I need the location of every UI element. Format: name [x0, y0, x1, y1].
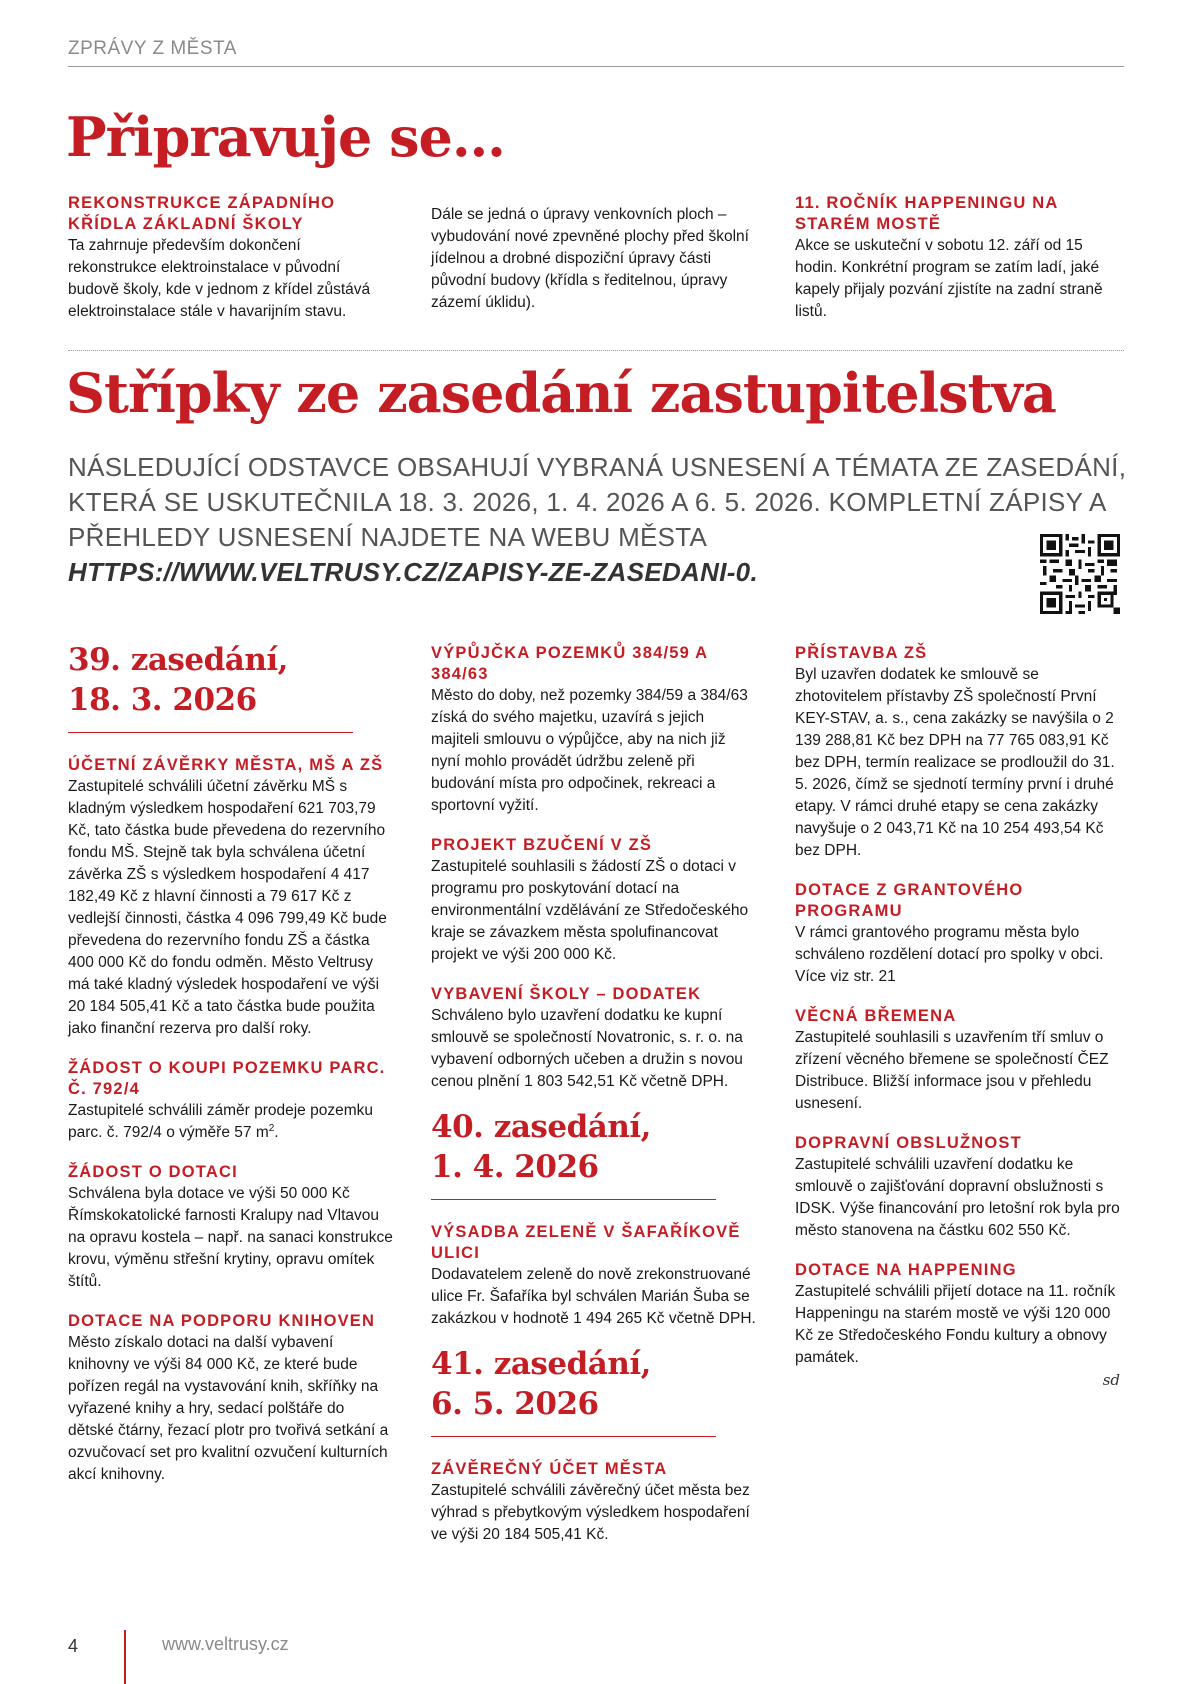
pripravuje-column-1 — [68, 193, 393, 323]
paragraph-vecna-bremena: Zastupitelé souhlasili s uzavřením tří smluv o zřízení věcného břemene se společností ČEZ Distribuce. Bližší informace jsou v přehledu usnesení. — [795, 1029, 1109, 1112]
page-number: 4 — [68, 1636, 79, 1656]
session-40-title-line2: 1. 4. 2026 — [431, 1149, 599, 1185]
subheading-vysadba: VÝSADBA ZELENĚ V ŠAFAŘÍKOVĚ ULICI — [431, 1223, 741, 1262]
subheading-vybaveni-skoly: VYBAVENÍ ŠKOLY – DODATEK — [431, 985, 702, 1003]
paragraph-koupe-pozemku — [68, 1100, 393, 1144]
subheading-vecna-bremena: VĚCNÁ BŘEMENA — [795, 1007, 957, 1025]
pripravuje-column-3 — [795, 193, 1120, 323]
subheading-zaverecny-ucet: ZÁVĚREČNÝ ÚČET MĚSTA — [431, 1460, 668, 1478]
subheading-happening: 11. ROČNÍK HAPPENINGU NA STARÉM MOSTĚ — [795, 194, 1058, 233]
paragraph-bzuceni: Zastupitelé souhlasili s žádostí ZŠ o dotaci v programu pro poskytování dotací na environmentální vzdělávání ze Středočeského kraje se závazkem města spolufinancovat projekt ve výši 200 000 Kč. — [431, 858, 749, 963]
heading-pripravuje: Připravuje se… — [66, 105, 505, 169]
paragraph-dotace-happening: Zastupitelé schválili přijetí dotace na 11. ročník Happeningu na starém mostě ve výši 120 000 Kč ze Středočeského Fondu kultury a obnovy památek. — [795, 1283, 1116, 1366]
session-39-title-line2: 18. 3. 2026 — [68, 682, 257, 718]
paragraph-koupe-pozemku-end: . — [274, 1124, 279, 1141]
intro-body: NÁSLEDUJÍCÍ ODSTAVCE OBSAHUJÍ VYBRANÁ USNESENÍ A TÉMATA ZE ZASEDÁNÍ, KTERÁ SE USKUTEČNILA 18. 3. 2026, 1. 4. 2026 A 6. 5. 2026. KOMPLETNÍ ZÁPISY A PŘEHLEDY USNESENÍ NAJDETE NA WEBU MĚSTA — [68, 452, 1127, 552]
paragraph-zadost-dotace: Schválena byla dotace ve výši 50 000 Kč Římskokatolické farnosti Kralupy nad Vltavou na opravu kostela – např. na sanaci konstrukce krovu, výměnu střešní krytiny, opravu omítek štítů. — [68, 1185, 393, 1290]
paragraph-zaverecny-ucet: Zastupitelé schválili závěrečný účet města bez výhrad s přebytkovým výsledkem hospodaření ve výši 20 184 505,41 Kč. — [431, 1482, 750, 1543]
section-label: ZPRÁVY Z MĚSTA — [68, 38, 237, 59]
session-39-rule — [68, 732, 353, 733]
paragraph-vypujcka: Město do doby, než pozemky 384/59 a 384/63 získá do svého majetku, uzavírá s jejich majiteli smlouvu o výpůjčce, aby na nich již nyní mohlo provádět údržbu zeleně při budování místa pro odpočinek, rekreaci a sportovní vyžití. — [431, 687, 748, 814]
session-39-title-line1: 39. zasedání, — [68, 642, 288, 678]
paragraph-grantovy-program: V rámci grantového programu města bylo schváleno rozdělení dotací pro spolky v obci. Více viz str. 21 — [795, 924, 1104, 985]
session-40-rule — [431, 1199, 716, 1200]
session-41-title-line1: 41. zasedání, — [431, 1346, 651, 1382]
qr-code-icon[interactable] — [1040, 534, 1120, 614]
subheading-ucetni-zaverky: ÚČETNÍ ZÁVĚRKY MĚSTA, MŠ A ZŠ — [68, 756, 384, 774]
header-divider — [68, 66, 1124, 67]
paragraph-dopravni-obsluznost: Zastupitelé schválili uzavření dodatku ke smlouvě o zajišťování dopravní obslužnosti s IDSK. Výše financování pro letošní rok byla pro město stanovena na částku 602 550 Kč. — [795, 1156, 1120, 1239]
intro-url-link[interactable]: HTTPS://WWW.VELTRUSY.CZ/ZAPISY-ZE-ZASEDANI-0. — [68, 557, 758, 587]
column-3 — [795, 643, 1120, 1389]
session-41-title — [431, 1344, 756, 1424]
subheading-koupe-pozemku: ŽÁDOST O KOUPI POZEMKU PARC. Č. 792/4 — [68, 1059, 386, 1098]
subheading-dotace-knihoven: DOTACE NA PODPORU KNIHOVEN — [68, 1312, 376, 1330]
footer-website-link[interactable]: www.veltrusy.cz — [162, 1634, 289, 1654]
session-39-column — [68, 640, 393, 1486]
subheading-dopravni-obsluznost: DOPRAVNÍ OBSLUŽNOST — [795, 1134, 1022, 1152]
session-40-title-line1: 40. zasedání, — [431, 1109, 651, 1145]
heading-stripky: Střípky ze zasedání zastupitelstva — [66, 361, 1056, 425]
paragraph-vysadba: Dodavatelem zeleně do nově zrekonstruované ulice Fr. Šafaříka byl schválen Marián Šuba se zakázkou v hodnotě 1 494 265 Kč včetně DPH. — [431, 1266, 756, 1327]
paragraph-ucetni-zaverky: Zastupitelé schválili účetní závěrku MŠ s kladným výsledkem hospodaření 621 703,79 Kč, tato částka bude převedena do rezervního fondu MŠ. Stejně tak byla schválena účetní závěrka ZŠ s výsledkem hospodaření 4 417 182,49 Kč z hlavní činnosti a 79 617 Kč z vedlejší činnosti, částka 4 096 799,49 Kč bude převedena do rezervního fondu ZŠ a částka 400 000 Kč do fondu odměn. Město Veltrusy má také kladný výsledek hospodaření ve výši 20 184 505,41 Kč a tato částka bude použita jako finanční rezerva pro další roky. — [68, 778, 387, 1037]
pripravuje-column-2 — [431, 204, 756, 314]
paragraph-upravy: Dále se jedná o úpravy venkovních ploch – vybudování nové zpevněné plochy před školní jídelnou a drobné dispoziční úpravy části původní budovy (křídla s ředitelnou, úpravy zázemí úklidu). — [431, 206, 749, 311]
paragraph-dotace-knihoven: Město získalo dotaci na další vybavení knihovny ve výši 84 000 Kč, ze které bude pořízen regál na vystavování knih, skříňky na vyřazené knihy a hry, sedací polštáře do dětské čtárny, řezací plotr pro tvořivá setkání a ozvučovací set pro kvalitní ozvučení kulturních akcí knihovny. — [68, 1334, 389, 1483]
author-signature: sd — [1102, 1371, 1120, 1389]
paragraph-rekonstrukce: Ta zahrnuje především dokončení rekonstrukce elektroinstalace v původní budově školy, kde v jednom z křídel zůstává elektroinstalace stále v havarijním stavu. — [68, 237, 371, 320]
subheading-vypujcka: VÝPŮJČKA POZEMKŮ 384/59 A 384/63 — [431, 644, 708, 683]
subheading-dotace-happening: DOTACE NA HAPPENING — [795, 1261, 1017, 1279]
subheading-pristavba: PŘÍSTAVBA ZŠ — [795, 644, 928, 662]
subheading-zadost-dotace: ŽÁDOST O DOTACI — [68, 1163, 238, 1181]
subheading-grantovy-program: DOTACE Z GRANTOVÉHO PROGRAMU — [795, 881, 1024, 920]
paragraph-pristavba: Byl uzavřen dodatek ke smlouvě se zhotovitelem přístavby ZŠ společností První KEY-STAV, a. s., cena zakázky se navýšila o 2 139 288,81 Kč bez DPH na 77 765 083,91 Kč bez DPH, termín realizace se prodloužil do 31. 5. 2026, čímž se sjednotí termíny první i druhé etapy. V rámci druhé etapy se cena zakázky navyšuje o 2 043,71 Kč na 10 254 493,54 Kč bez DPH. — [795, 666, 1115, 859]
paragraph-happening: Akce se uskuteční v sobotu 12. září od 15 hodin. Konkrétní program se zatím ladí, jaké kapely přijaly pozvání zjistíte na zadní straně listů. — [795, 237, 1103, 320]
section-divider — [68, 350, 1124, 351]
session-41-rule — [431, 1436, 716, 1437]
column-2 — [431, 643, 756, 1546]
subheading-bzuceni: PROJEKT BZUČENÍ V ZŠ — [431, 836, 653, 854]
paragraph-vybaveni-skoly: Schváleno bylo uzavření dodatku ke kupní smlouvě se společností Novatronic, s. r. o. na vybavení odborných učeben a družin s novou cenou plnění 1 803 542,51 Kč včetně DPH. — [431, 1007, 743, 1090]
paragraph-koupe-pozemku-text: Zastupitelé schválili záměr prodeje pozemku parc. č. 792/4 o výměře 57 m — [68, 1102, 373, 1141]
session-41-title-line2: 6. 5. 2026 — [431, 1386, 599, 1422]
session-40-title — [431, 1107, 756, 1187]
footer-divider — [124, 1630, 126, 1684]
subheading-rekonstrukce: REKONSTRUKCE ZÁPADNÍHO KŘÍDLA ZÁKLADNÍ ŠKOLY — [68, 194, 336, 233]
superscript-2: 2 — [268, 1122, 275, 1134]
intro-text — [68, 450, 1148, 590]
session-39-title — [68, 640, 393, 720]
